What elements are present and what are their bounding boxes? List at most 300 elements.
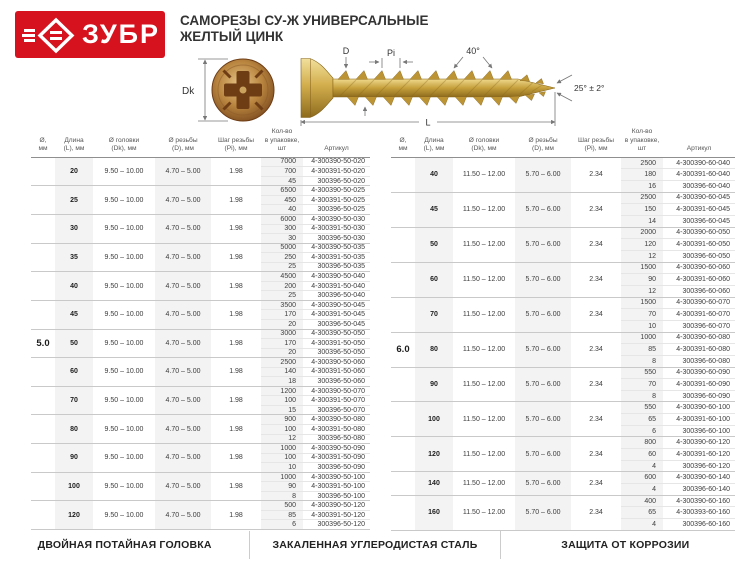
cell-length: 80 xyxy=(415,332,453,367)
feature-footer xyxy=(0,531,750,559)
cell-diameter xyxy=(31,358,55,387)
cell-pack-quantity: 8 xyxy=(261,491,303,501)
cell-thread-diameter: 5.70 – 6.00 xyxy=(515,157,571,192)
cell-pack-quantity: 40 xyxy=(261,205,303,215)
cell-head-diameter: 11.50 – 12.00 xyxy=(453,367,515,402)
cell-pack-quantity: 4500 xyxy=(261,272,303,282)
cell-diameter xyxy=(31,157,55,186)
cell-length: 160 xyxy=(415,495,453,530)
cell-article-number: 4-300390-50-030 xyxy=(303,214,370,224)
cell-article-number: 4-300391-50-060 xyxy=(303,367,370,377)
cell-pack-quantity: 20 xyxy=(261,348,303,358)
cell-article-number: 4-300390-60-140 xyxy=(663,472,735,484)
cell-thread-pitch: 2.34 xyxy=(571,472,621,495)
cell-diameter xyxy=(391,192,415,227)
cell-thread-pitch: 1.98 xyxy=(211,243,261,272)
cell-article-number: 4-300390-50-045 xyxy=(303,300,370,310)
cell-pack-quantity: 60 xyxy=(621,449,663,461)
zubr-logo xyxy=(15,11,165,58)
cell-pack-quantity: 550 xyxy=(621,402,663,414)
point-angle-label: 25° ± 2° xyxy=(574,83,605,93)
cell-pack-quantity: 25 xyxy=(261,262,303,272)
cell-thread-diameter: 4.70 – 5.00 xyxy=(155,157,211,186)
cell-article-number: 4-300390-50-090 xyxy=(303,444,370,454)
cell-pack-quantity: 4 xyxy=(621,484,663,496)
table-row xyxy=(391,495,735,507)
cell-thread-pitch: 2.34 xyxy=(571,332,621,367)
column-header: Длина (L), мм xyxy=(415,128,453,157)
cell-pack-quantity: 85 xyxy=(621,344,663,356)
cell-article-number: 300396-60-160 xyxy=(663,519,735,531)
cell-article-number: 4-300391-50-030 xyxy=(303,224,370,234)
table-row xyxy=(31,214,370,224)
cell-length: 100 xyxy=(415,402,453,437)
cell-length: 25 xyxy=(55,186,93,215)
cell-thread-diameter: 5.70 – 6.00 xyxy=(515,437,571,472)
cell-thread-pitch: 1.98 xyxy=(211,300,261,329)
cell-pack-quantity: 300 xyxy=(261,224,303,234)
table-row xyxy=(391,192,735,204)
spec-table-diameter-5 xyxy=(31,128,370,530)
screw-diagram xyxy=(170,44,610,128)
column-header: Ø головки (Dk), мм xyxy=(453,128,515,157)
table-row xyxy=(391,472,735,484)
cell-pack-quantity: 800 xyxy=(621,437,663,449)
cell-thread-diameter: 4.70 – 5.00 xyxy=(155,415,211,444)
cell-diameter xyxy=(31,472,55,501)
cell-head-diameter: 11.50 – 12.00 xyxy=(453,157,515,192)
cell-head-diameter: 11.50 – 12.00 xyxy=(453,262,515,297)
column-header: Ø, мм xyxy=(391,128,415,157)
cell-article-number: 4-300391-50-020 xyxy=(303,167,370,177)
spec-table-diameter-6 xyxy=(391,128,735,531)
cell-pack-quantity: 15 xyxy=(261,405,303,415)
cell-thread-diameter: 5.70 – 6.00 xyxy=(515,495,571,530)
table-row xyxy=(31,444,370,454)
cell-thread-pitch: 1.98 xyxy=(211,386,261,415)
zubr-logo-icon xyxy=(20,13,76,57)
cell-pack-quantity: 170 xyxy=(261,310,303,320)
cell-pack-quantity: 1200 xyxy=(261,386,303,396)
cell-article-number: 4-300391-60-080 xyxy=(663,344,735,356)
cell-article-number: 4-300391-50-025 xyxy=(303,195,370,205)
cell-head-diameter: 11.50 – 12.00 xyxy=(453,437,515,472)
cell-thread-diameter: 4.70 – 5.00 xyxy=(155,329,211,358)
cell-pack-quantity: 100 xyxy=(261,396,303,406)
cell-thread-pitch: 2.34 xyxy=(571,367,621,402)
cell-head-diameter: 11.50 – 12.00 xyxy=(453,192,515,227)
cell-article-number: 4-300391-50-040 xyxy=(303,281,370,291)
cell-pack-quantity: 2000 xyxy=(621,227,663,239)
cell-pack-quantity: 18 xyxy=(261,377,303,387)
cell-article-number: 300396-50-025 xyxy=(303,205,370,215)
table-row xyxy=(391,227,735,239)
cell-length: 90 xyxy=(55,444,93,473)
table-row xyxy=(31,358,370,368)
table-row xyxy=(31,157,370,167)
cell-pack-quantity: 25 xyxy=(261,291,303,301)
dk-label: Dk xyxy=(182,86,195,97)
column-header: Ø резьбы (D), мм xyxy=(515,128,571,157)
cell-article-number: 4-300391-50-080 xyxy=(303,425,370,435)
cell-pack-quantity: 3500 xyxy=(261,300,303,310)
cell-pack-quantity: 10 xyxy=(261,463,303,473)
cell-pack-quantity: 2500 xyxy=(621,192,663,204)
cell-pack-quantity: 2500 xyxy=(621,157,663,169)
cell-article-number: 300396-60-100 xyxy=(663,425,735,437)
cell-article-number: 4-300390-60-070 xyxy=(663,297,735,309)
cell-article-number: 300396-60-045 xyxy=(663,215,735,227)
cell-article-number: 300396-60-120 xyxy=(663,460,735,472)
cell-thread-diameter: 5.70 – 6.00 xyxy=(515,192,571,227)
cell-diameter xyxy=(31,186,55,215)
cell-length: 40 xyxy=(415,157,453,192)
cell-pack-quantity: 150 xyxy=(621,204,663,216)
thread-angle-label: 40° xyxy=(466,46,480,56)
cell-article-number: 4-300390-60-090 xyxy=(663,367,735,379)
cell-length: 70 xyxy=(415,297,453,332)
cell-thread-pitch: 2.34 xyxy=(571,262,621,297)
cell-thread-diameter: 5.70 – 6.00 xyxy=(515,367,571,402)
cell-article-number: 4-300390-60-160 xyxy=(663,495,735,507)
cell-thread-diameter: 4.70 – 5.00 xyxy=(155,444,211,473)
column-header: Длина (L), мм xyxy=(55,128,93,157)
cell-article-number: 4-300390-60-060 xyxy=(663,262,735,274)
pi-label: Pi xyxy=(386,48,396,58)
cell-article-number: 4-300390-60-100 xyxy=(663,402,735,414)
cell-length: 60 xyxy=(55,358,93,387)
cell-pack-quantity: 90 xyxy=(261,482,303,492)
feature-hardened-carbon-steel: ЗАКАЛЕННАЯ УГЛЕРОДИСТАЯ СТАЛЬ xyxy=(249,531,499,559)
cell-thread-pitch: 1.98 xyxy=(211,214,261,243)
cell-article-number: 4-300390-50-025 xyxy=(303,186,370,196)
cell-article-number: 300396-60-070 xyxy=(663,320,735,332)
cell-head-diameter: 11.50 – 12.00 xyxy=(453,402,515,437)
cell-pack-quantity: 1500 xyxy=(621,297,663,309)
cell-pack-quantity: 4 xyxy=(621,519,663,531)
cell-thread-diameter: 4.70 – 5.00 xyxy=(155,386,211,415)
cell-article-number: 300396-50-090 xyxy=(303,463,370,473)
cell-pack-quantity: 6000 xyxy=(261,214,303,224)
cell-length: 70 xyxy=(55,386,93,415)
cell-pack-quantity: 30 xyxy=(261,234,303,244)
cell-article-number: 300396-60-080 xyxy=(663,355,735,367)
cell-pack-quantity: 1500 xyxy=(621,262,663,274)
column-header: Ø головки (Dk), мм xyxy=(93,128,155,157)
cell-pack-quantity: 6 xyxy=(621,425,663,437)
cell-article-number: 4-300391-50-050 xyxy=(303,339,370,349)
cell-pack-quantity: 3000 xyxy=(261,329,303,339)
cell-head-diameter: 11.50 – 12.00 xyxy=(453,332,515,367)
cell-length: 60 xyxy=(415,262,453,297)
cell-pack-quantity: 100 xyxy=(261,453,303,463)
cell-thread-pitch: 2.34 xyxy=(571,297,621,332)
cell-diameter xyxy=(31,386,55,415)
table-row xyxy=(391,157,735,169)
cell-article-number: 4-300390-50-020 xyxy=(303,157,370,167)
cell-pack-quantity: 65 xyxy=(621,414,663,426)
cell-pack-quantity: 4 xyxy=(621,460,663,472)
cell-article-number: 4-300391-50-070 xyxy=(303,396,370,406)
cell-length: 45 xyxy=(55,300,93,329)
cell-article-number: 300396-60-050 xyxy=(663,250,735,262)
cell-article-number: 300396-50-035 xyxy=(303,262,370,272)
cell-length: 35 xyxy=(55,243,93,272)
cell-thread-diameter: 4.70 – 5.00 xyxy=(155,501,211,530)
cell-length: 120 xyxy=(415,437,453,472)
cell-pack-quantity: 12 xyxy=(261,434,303,444)
cell-article-number: 300396-50-030 xyxy=(303,234,370,244)
cell-thread-diameter: 4.70 – 5.00 xyxy=(155,300,211,329)
cell-article-number: 300396-50-060 xyxy=(303,377,370,387)
screw-head-top-view xyxy=(212,59,274,121)
cell-pack-quantity: 6500 xyxy=(261,186,303,196)
table-row xyxy=(391,297,735,309)
cell-pack-quantity: 2500 xyxy=(261,358,303,368)
cell-article-number: 4-300391-60-050 xyxy=(663,239,735,251)
cell-head-diameter: 9.50 – 10.00 xyxy=(93,472,155,501)
cell-article-number: 4-300391-60-120 xyxy=(663,449,735,461)
feature-corrosion-protection: ЗАЩИТА ОТ КОРРОЗИИ xyxy=(500,531,750,559)
cell-head-diameter: 9.50 – 10.00 xyxy=(93,329,155,358)
cell-diameter xyxy=(391,262,415,297)
cell-pack-quantity: 180 xyxy=(621,169,663,181)
cell-pack-quantity: 12 xyxy=(621,250,663,262)
cell-pack-quantity: 12 xyxy=(621,285,663,297)
spec-table xyxy=(31,128,370,530)
cell-head-diameter: 11.50 – 12.00 xyxy=(453,472,515,495)
page-title-line1: САМОРЕЗЫ СУ-Ж УНИВЕРСАЛЬНЫЕ xyxy=(180,13,429,28)
cell-pack-quantity: 900 xyxy=(261,415,303,425)
cell-thread-diameter: 5.70 – 6.00 xyxy=(515,262,571,297)
cell-article-number: 4-300391-60-060 xyxy=(663,274,735,286)
cell-pack-quantity: 700 xyxy=(261,167,303,177)
cell-article-number: 300396-60-040 xyxy=(663,181,735,193)
column-header: Артикул xyxy=(663,128,735,157)
cell-diameter xyxy=(31,243,55,272)
cell-head-diameter: 9.50 – 10.00 xyxy=(93,415,155,444)
cell-thread-diameter: 4.70 – 5.00 xyxy=(155,243,211,272)
cell-length: 40 xyxy=(55,272,93,301)
cell-head-diameter: 9.50 – 10.00 xyxy=(93,272,155,301)
cell-diameter xyxy=(391,437,415,472)
cell-length: 80 xyxy=(55,415,93,444)
cell-diameter xyxy=(31,415,55,444)
cell-pack-quantity: 1000 xyxy=(621,332,663,344)
cell-thread-pitch: 1.98 xyxy=(211,415,261,444)
cell-article-number: 4-300390-50-040 xyxy=(303,272,370,282)
cell-pack-quantity: 8 xyxy=(621,355,663,367)
cell-article-number: 4-300391-50-090 xyxy=(303,453,370,463)
column-header: Кол-во в упаковке, шт xyxy=(261,128,303,157)
cell-pack-quantity: 70 xyxy=(621,379,663,391)
cell-thread-pitch: 2.34 xyxy=(571,437,621,472)
cell-article-number: 4-300391-60-070 xyxy=(663,309,735,321)
cell-thread-diameter: 5.70 – 6.00 xyxy=(515,402,571,437)
cell-pack-quantity: 45 xyxy=(261,176,303,186)
cell-article-number: 4-300390-50-120 xyxy=(303,501,370,511)
cell-pack-quantity: 1000 xyxy=(261,444,303,454)
table-row xyxy=(31,186,370,196)
cell-pack-quantity: 400 xyxy=(621,495,663,507)
cell-head-diameter: 9.50 – 10.00 xyxy=(93,214,155,243)
cell-article-number: 300396-50-080 xyxy=(303,434,370,444)
cell-article-number: 300396-50-045 xyxy=(303,319,370,329)
cell-thread-pitch: 1.98 xyxy=(211,358,261,387)
cell-diameter xyxy=(31,300,55,329)
cell-head-diameter: 11.50 – 12.00 xyxy=(453,495,515,530)
table-row xyxy=(391,367,735,379)
cell-length: 50 xyxy=(55,329,93,358)
cell-diameter: 6.0 xyxy=(391,332,415,367)
table-row xyxy=(31,243,370,253)
cell-pack-quantity: 16 xyxy=(621,181,663,193)
cell-diameter xyxy=(391,402,415,437)
cell-thread-pitch: 1.98 xyxy=(211,272,261,301)
cell-thread-pitch: 1.98 xyxy=(211,444,261,473)
cell-thread-pitch: 1.98 xyxy=(211,157,261,186)
cell-pack-quantity: 450 xyxy=(261,195,303,205)
cell-thread-pitch: 1.98 xyxy=(211,472,261,501)
cell-pack-quantity: 70 xyxy=(621,309,663,321)
table-row xyxy=(31,300,370,310)
cell-thread-diameter: 4.70 – 5.00 xyxy=(155,186,211,215)
column-header: Шаг резьбы (Pi), мм xyxy=(211,128,261,157)
cell-head-diameter: 9.50 – 10.00 xyxy=(93,358,155,387)
table-row xyxy=(31,501,370,511)
cell-article-number: 4-300390-60-120 xyxy=(663,437,735,449)
column-header: Шаг резьбы (Pi), мм xyxy=(571,128,621,157)
cell-thread-diameter: 4.70 – 5.00 xyxy=(155,272,211,301)
table-row xyxy=(391,437,735,449)
cell-thread-pitch: 2.34 xyxy=(571,227,621,262)
cell-article-number: 300396-50-040 xyxy=(303,291,370,301)
table-row xyxy=(391,332,735,344)
cell-article-number: 4-300390-50-080 xyxy=(303,415,370,425)
cell-pack-quantity: 20 xyxy=(261,319,303,329)
cell-article-number: 300396-60-060 xyxy=(663,285,735,297)
cell-article-number: 4-300390-60-050 xyxy=(663,227,735,239)
cell-diameter xyxy=(391,157,415,192)
cell-article-number: 300396-50-050 xyxy=(303,348,370,358)
table-row xyxy=(31,472,370,482)
cell-article-number: 300396-50-070 xyxy=(303,405,370,415)
cell-thread-diameter: 5.70 – 6.00 xyxy=(515,297,571,332)
cell-thread-diameter: 4.70 – 5.00 xyxy=(155,358,211,387)
cell-pack-quantity: 10 xyxy=(621,320,663,332)
cell-pack-quantity: 7000 xyxy=(261,157,303,167)
cell-diameter xyxy=(391,367,415,402)
cell-article-number: 4-300390-50-035 xyxy=(303,243,370,253)
cell-diameter xyxy=(391,495,415,530)
cell-length: 120 xyxy=(55,501,93,530)
cell-thread-diameter: 5.70 – 6.00 xyxy=(515,227,571,262)
cell-thread-diameter: 4.70 – 5.00 xyxy=(155,214,211,243)
cell-head-diameter: 11.50 – 12.00 xyxy=(453,297,515,332)
cell-thread-diameter: 5.70 – 6.00 xyxy=(515,472,571,495)
cell-pack-quantity: 8 xyxy=(621,390,663,402)
cell-head-diameter: 9.50 – 10.00 xyxy=(93,300,155,329)
cell-pack-quantity: 5000 xyxy=(261,243,303,253)
cell-article-number: 4-300391-50-045 xyxy=(303,310,370,320)
cell-pack-quantity: 500 xyxy=(261,501,303,511)
cell-thread-pitch: 2.34 xyxy=(571,402,621,437)
cell-diameter: 5.0 xyxy=(31,329,55,358)
cell-head-diameter: 11.50 – 12.00 xyxy=(453,227,515,262)
table-row xyxy=(391,402,735,414)
cell-diameter xyxy=(31,214,55,243)
column-header: Ø, мм xyxy=(31,128,55,157)
cell-article-number: 4-300390-50-070 xyxy=(303,386,370,396)
cell-head-diameter: 9.50 – 10.00 xyxy=(93,444,155,473)
cell-pack-quantity: 600 xyxy=(621,472,663,484)
cell-pack-quantity: 550 xyxy=(621,367,663,379)
cell-article-number: 4-300390-60-040 xyxy=(663,157,735,169)
cell-article-number: 4-300390-50-100 xyxy=(303,472,370,482)
cell-thread-pitch: 1.98 xyxy=(211,329,261,358)
cell-thread-pitch: 2.34 xyxy=(571,157,621,192)
cell-diameter xyxy=(391,472,415,495)
cell-article-number: 4-300391-50-120 xyxy=(303,510,370,520)
cell-thread-diameter: 5.70 – 6.00 xyxy=(515,332,571,367)
cell-length: 50 xyxy=(415,227,453,262)
cell-article-number: 4-300390-60-045 xyxy=(663,192,735,204)
cell-pack-quantity: 65 xyxy=(621,507,663,519)
cell-pack-quantity: 140 xyxy=(261,367,303,377)
cell-article-number: 300396-60-140 xyxy=(663,484,735,496)
table-row xyxy=(391,262,735,274)
cell-diameter xyxy=(391,227,415,262)
feature-double-countersunk-head: ДВОЙНАЯ ПОТАЙНАЯ ГОЛОВКА xyxy=(37,539,212,551)
cell-article-number: 4-300391-60-040 xyxy=(663,169,735,181)
column-header: Артикул xyxy=(303,128,370,157)
cell-pack-quantity: 6 xyxy=(261,520,303,530)
cell-head-diameter: 9.50 – 10.00 xyxy=(93,186,155,215)
brand-name: ЗУБР xyxy=(81,19,161,49)
cell-article-number: 4-300391-60-090 xyxy=(663,379,735,391)
cell-pack-quantity: 170 xyxy=(261,339,303,349)
screw-side-view xyxy=(301,59,555,118)
cell-thread-pitch: 1.98 xyxy=(211,186,261,215)
cell-head-diameter: 9.50 – 10.00 xyxy=(93,243,155,272)
cell-article-number: 300396-60-090 xyxy=(663,390,735,402)
cell-article-number: 300396-50-020 xyxy=(303,176,370,186)
cell-article-number: 300396-50-120 xyxy=(303,520,370,530)
cell-thread-pitch: 2.34 xyxy=(571,192,621,227)
cell-pack-quantity: 1000 xyxy=(261,472,303,482)
cell-diameter xyxy=(31,501,55,530)
cell-article-number: 4-300393-60-160 xyxy=(663,507,735,519)
cell-article-number: 300396-50-100 xyxy=(303,491,370,501)
cell-head-diameter: 9.50 – 10.00 xyxy=(93,386,155,415)
table-row xyxy=(31,329,370,339)
cell-thread-pitch: 2.34 xyxy=(571,495,621,530)
cell-length: 100 xyxy=(55,472,93,501)
cell-pack-quantity: 90 xyxy=(621,274,663,286)
cell-length: 30 xyxy=(55,214,93,243)
table-row xyxy=(31,386,370,396)
cell-diameter xyxy=(31,444,55,473)
cell-thread-pitch: 1.98 xyxy=(211,501,261,530)
cell-length: 140 xyxy=(415,472,453,495)
cell-article-number: 4-300390-50-060 xyxy=(303,358,370,368)
cell-article-number: 4-300391-60-100 xyxy=(663,414,735,426)
cell-pack-quantity: 100 xyxy=(261,425,303,435)
cell-article-number: 4-300391-50-035 xyxy=(303,253,370,263)
cell-diameter xyxy=(31,272,55,301)
page-title xyxy=(180,13,429,45)
spec-table xyxy=(391,128,735,531)
